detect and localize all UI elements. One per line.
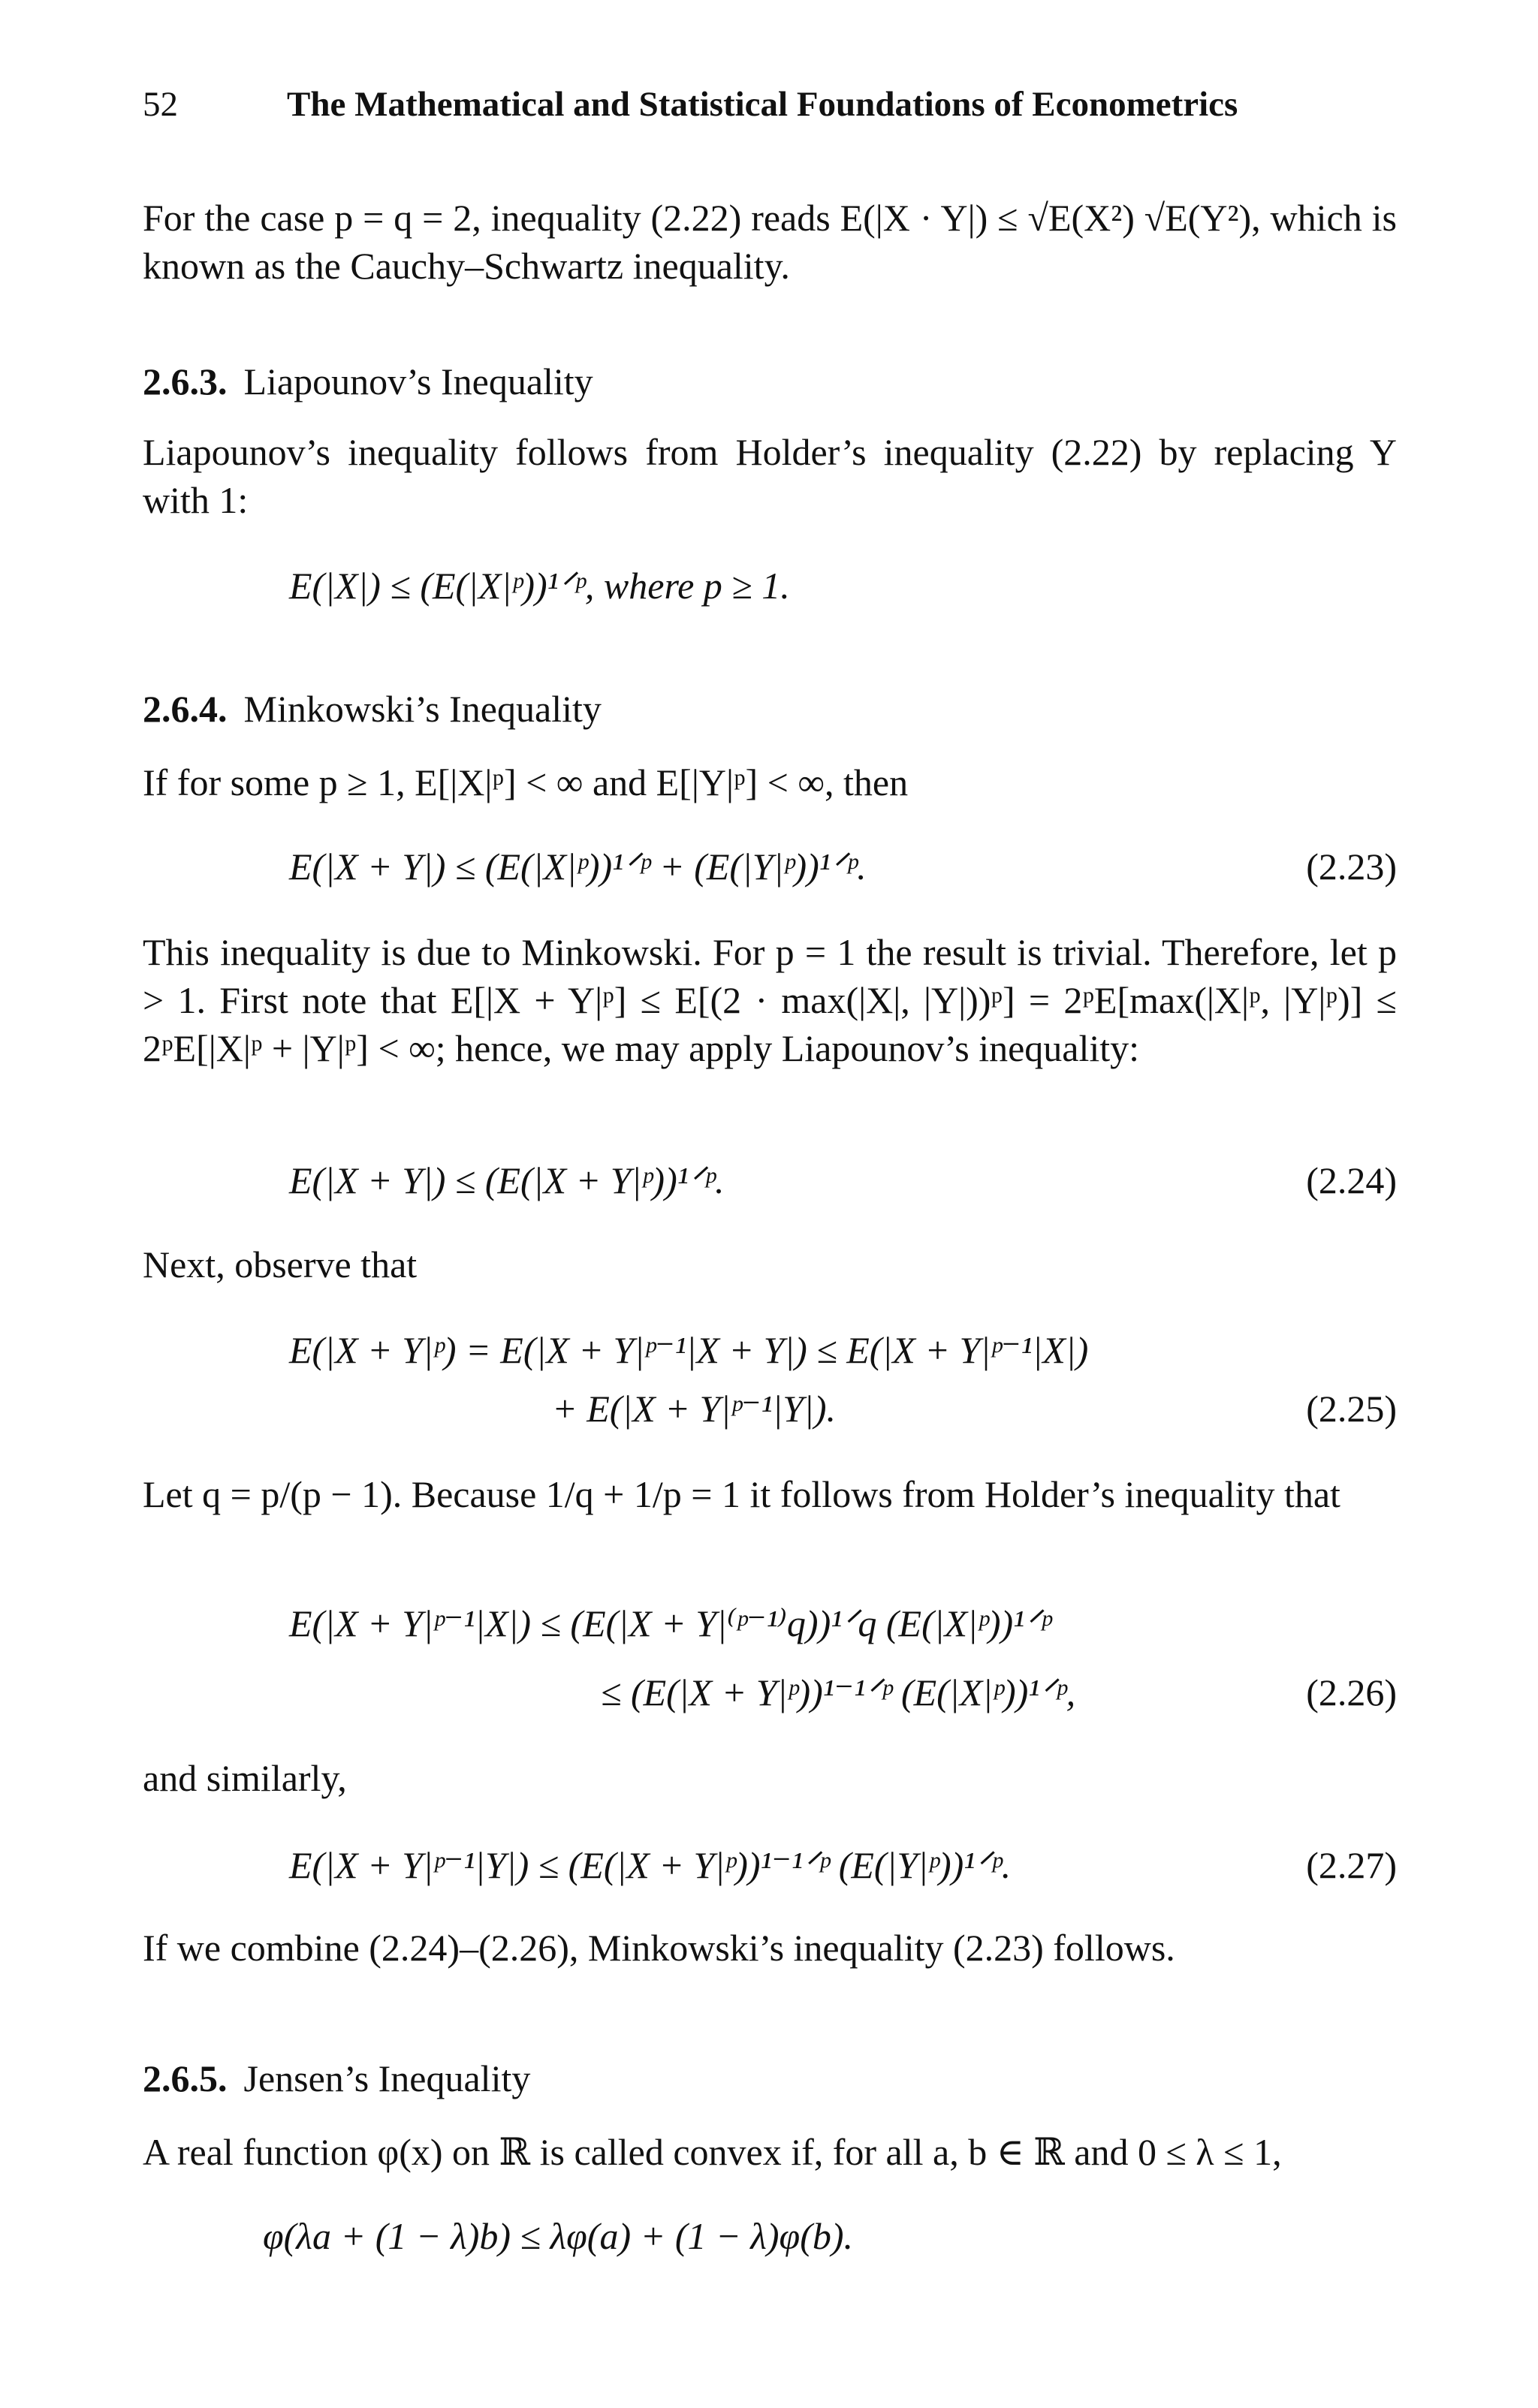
paragraph-convex-definition: A real function φ(x) on ℝ is called convex if, for all a, b ∈ ℝ and 0 ≤ λ ≤ 1, <box>143 2131 1282 2173</box>
equation-liapounov: E(|X|) ≤ (E(|X|ᵖ))¹ᐟᵖ, where p ≥ 1. <box>289 565 790 607</box>
paragraph-next-observe: Next, observe that <box>143 1243 418 1285</box>
section-number: 2.6.3. <box>143 360 228 402</box>
paragraph-combine: If we combine (2.24)–(2.26), Minkowski’s inequality (2.23) follows. <box>143 1927 1175 1969</box>
equation-convexity: φ(λa + (1 − λ)b) ≤ λφ(a) + (1 − λ)φ(b). <box>263 2215 854 2257</box>
section-title: Liapounov’s Inequality <box>243 360 593 402</box>
section-title: Minkowski’s Inequality <box>243 688 602 730</box>
section-heading-2-6-3 <box>143 357 1397 405</box>
section-number: 2.6.5. <box>143 2057 228 2099</box>
equation-2-25-line-1: E(|X + Y|ᵖ) = E(|X + Y|ᵖ⁻¹|X + Y|) ≤ E(|X + Y|ᵖ⁻¹|X|) <box>289 1329 1089 1371</box>
equation-number-2-26: (2.26) <box>1306 1671 1397 1713</box>
equation-2-25-line-2: + E(|X + Y|ᵖ⁻¹|Y|). <box>552 1388 836 1430</box>
section-title: Jensen’s Inequality <box>243 2057 531 2099</box>
paragraph-and-similarly: and similarly, <box>143 1757 347 1799</box>
equation-number-2-27: (2.27) <box>1306 1844 1397 1886</box>
paragraph-liapounov-intro: Liapounov’s inequality follows from Holder’s inequality (2.22) by replacing Y with 1: <box>143 431 1397 521</box>
equation-2-26-line-2: ≤ (E(|X + Y|ᵖ))¹⁻¹ᐟᵖ (E(|X|ᵖ))¹ᐟᵖ, <box>601 1671 1076 1713</box>
page-number: 52 <box>143 85 178 124</box>
equation-2-26-line-1: E(|X + Y|ᵖ⁻¹|X|) ≤ (E(|X + Y|⁽ᵖ⁻¹⁾q))¹ᐟq (E(|X|ᵖ))¹ᐟᵖ <box>289 1602 1051 1644</box>
paragraph-minkowski-condition: If for some p ≥ 1, E[|X|ᵖ] < ∞ and E[|Y|ᵖ] < ∞, then <box>143 761 909 803</box>
paragraph-cauchy-schwartz: For the case p = q = 2, inequality (2.22) reads E(|X · Y|) ≤ √E(X²) √E(Y²), which is known as the Cauchy–Schwartz inequality. <box>143 197 1397 287</box>
equation-number-2-23: (2.23) <box>1306 845 1397 888</box>
equation-2-24: E(|X + Y|) ≤ (E(|X + Y|ᵖ))¹ᐟᵖ. <box>289 1159 725 1201</box>
equation-number-2-24: (2.24) <box>1306 1159 1397 1201</box>
equation-2-23: E(|X + Y|) ≤ (E(|X|ᵖ))¹ᐟᵖ + (E(|Y|ᵖ))¹ᐟᵖ. <box>289 845 867 888</box>
section-number: 2.6.4. <box>143 688 228 730</box>
paragraph-holder-q: Let q = p/(p − 1). Because 1/q + 1/p = 1 it follows from Holder’s inequality that <box>143 1473 1340 1515</box>
equation-number-2-25: (2.25) <box>1306 1388 1397 1430</box>
section-heading-2-6-5 <box>143 2054 1397 2102</box>
running-title: The Mathematical and Statistical Foundations of Econometrics <box>287 85 1238 124</box>
equation-2-27: E(|X + Y|ᵖ⁻¹|Y|) ≤ (E(|X + Y|ᵖ))¹⁻¹ᐟᵖ (E(|Y|ᵖ))¹ᐟᵖ. <box>289 1844 1012 1886</box>
section-heading-2-6-4 <box>143 685 1397 733</box>
paragraph-minkowski-proof: This inequality is due to Minkowski. For p = 1 the result is trivial. Therefore, let p > 1. First note that E[|X + Y|ᵖ] ≤ E[(2 · max(|X|, |Y|))ᵖ] = 2ᵖE[max(|X|ᵖ, |Y|ᵖ)] ≤ 2ᵖE[|X|ᵖ + |Y|ᵖ] < ∞; hence, we may apply Liapounov’s inequality: <box>143 931 1397 1069</box>
